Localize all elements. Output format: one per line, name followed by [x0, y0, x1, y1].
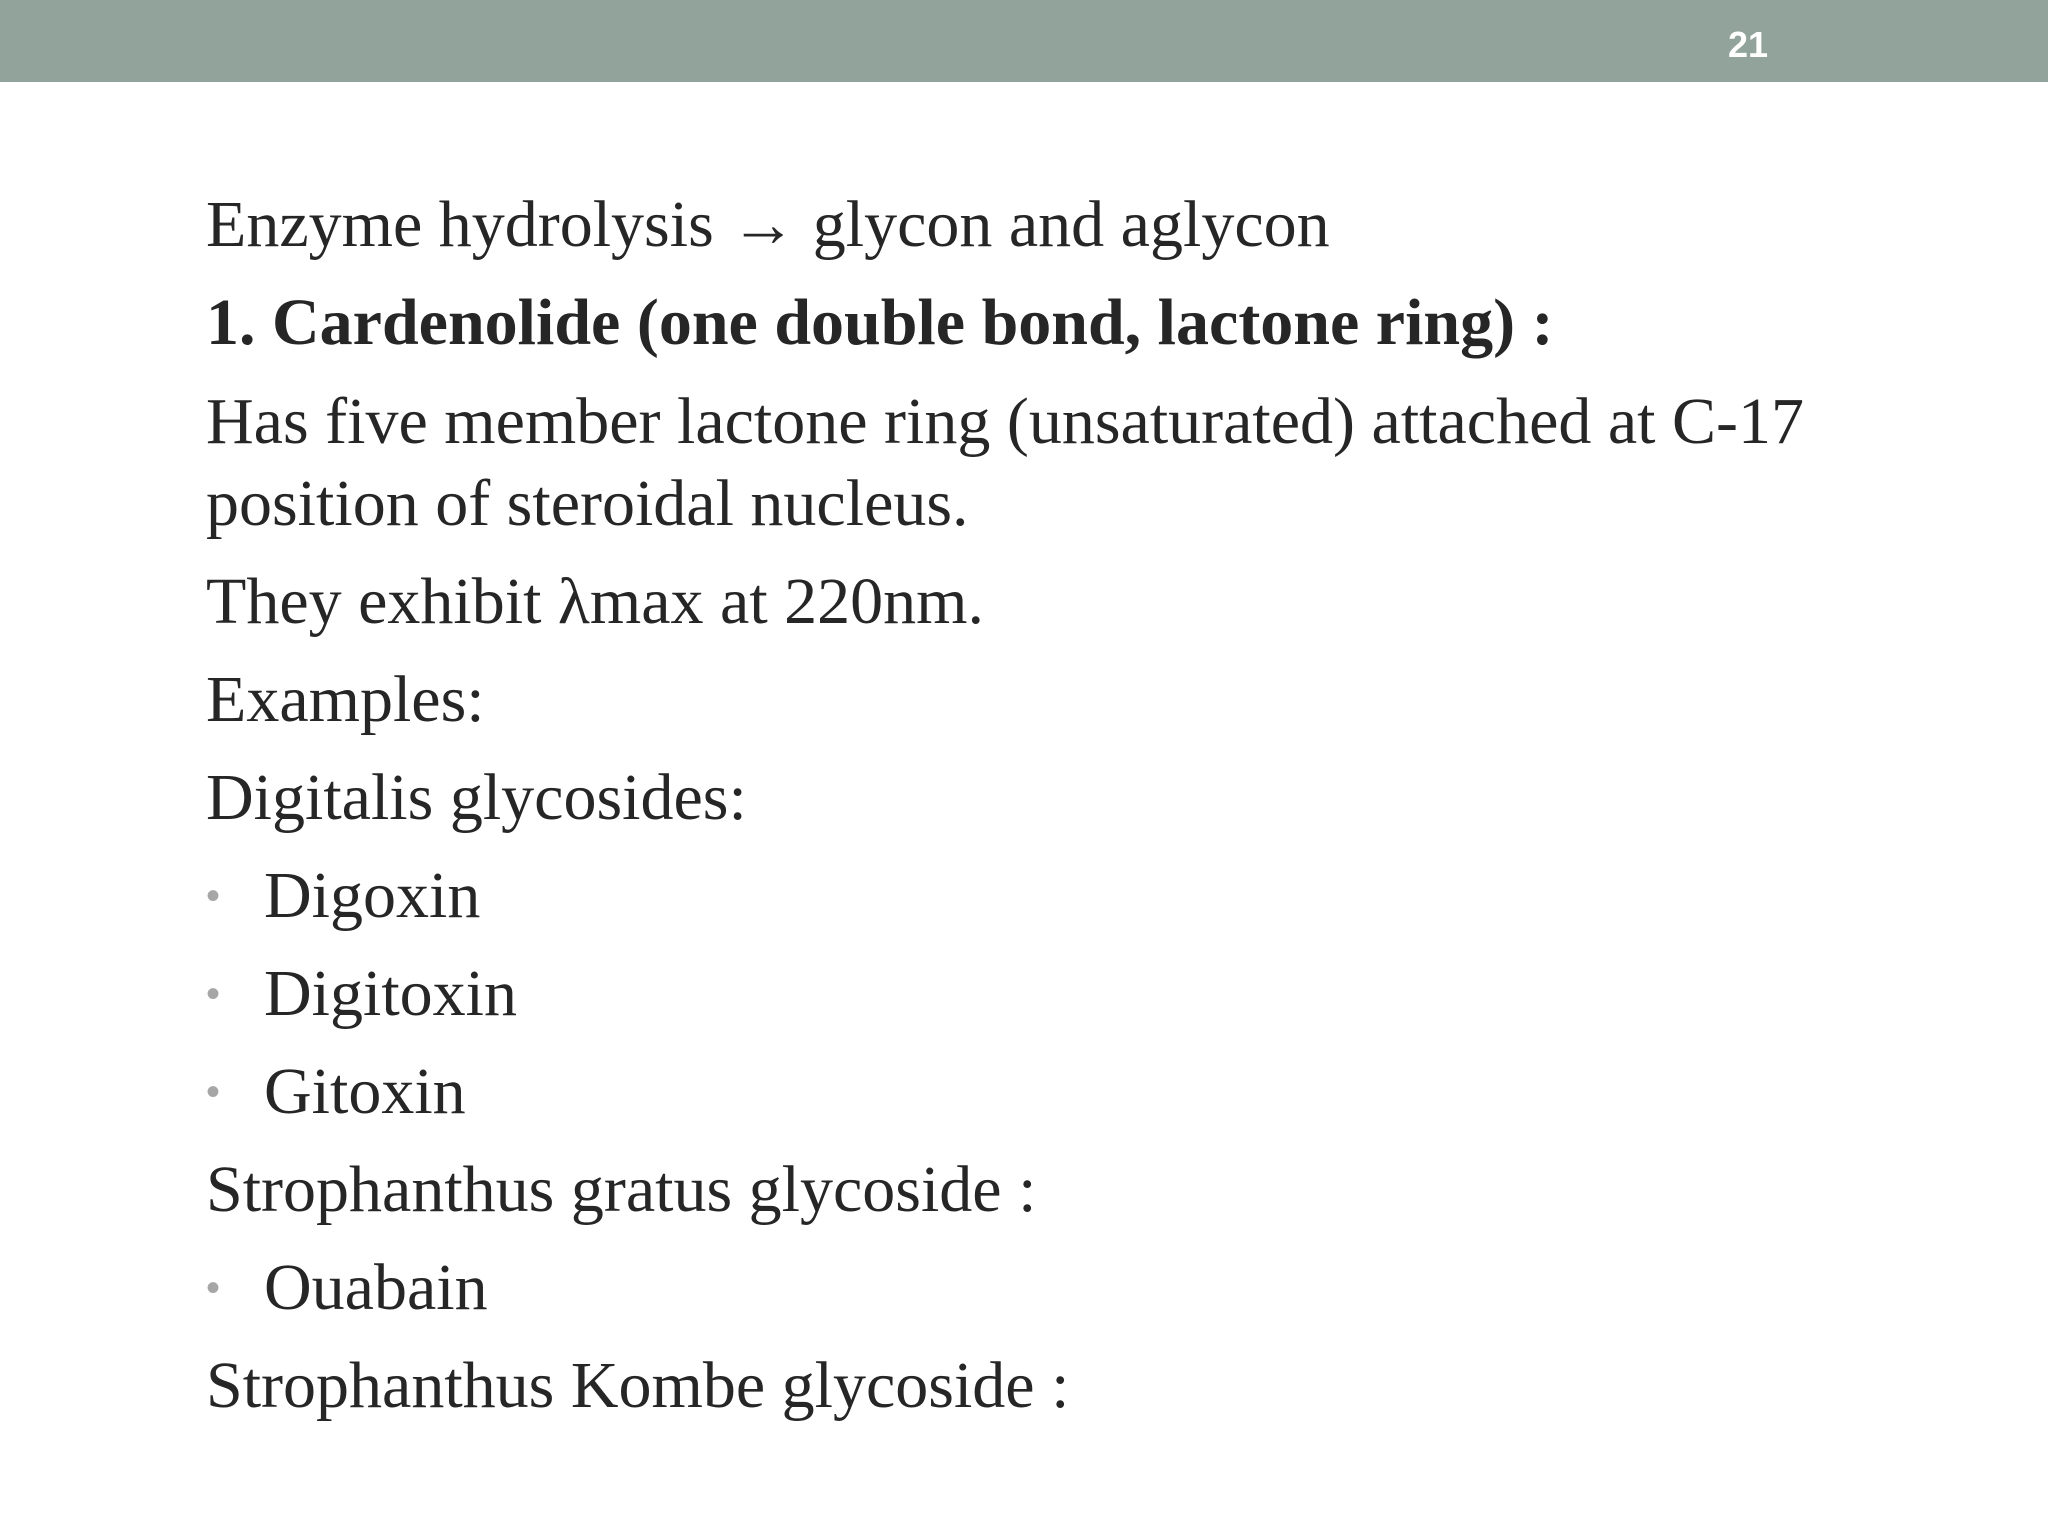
- description-line-2: position of steroidal nucleus.: [206, 467, 969, 540]
- section-heading: 1. Cardenolide (one double bond, lactone ring) :: [206, 286, 1554, 359]
- bullet-icon: •: [206, 1265, 221, 1310]
- bullet-icon: •: [206, 971, 221, 1016]
- slide-number: 21: [1728, 24, 1769, 65]
- list-item: [206, 1247, 488, 1335]
- digitalis-label: Digitalis glycosides:: [206, 761, 747, 834]
- list-item: [206, 953, 517, 1041]
- list-item-text: Ouabain: [264, 1251, 488, 1324]
- strophanthus-gratus-label: Strophanthus gratus glycoside :: [206, 1153, 1037, 1226]
- intro-line: Enzyme hydrolysis → glycon and aglycon: [206, 188, 1330, 261]
- list-item-text: Digitoxin: [264, 957, 518, 1030]
- list-item-text: Gitoxin: [264, 1055, 466, 1128]
- bullet-icon: •: [206, 873, 221, 918]
- list-item-text: Digoxin: [264, 859, 481, 932]
- list-item: [206, 855, 480, 943]
- lambda-max-line: They exhibit λmax at 220nm.: [206, 565, 985, 638]
- strophanthus-kombe-label: Strophanthus Kombe glycoside :: [206, 1349, 1070, 1422]
- list-item: [206, 1051, 466, 1139]
- examples-label: Examples:: [206, 663, 485, 736]
- description-line-1: Has five member lactone ring (unsaturated) attached at C-17: [206, 385, 1805, 458]
- header-bar: [0, 0, 2048, 82]
- bullet-icon: •: [206, 1069, 221, 1114]
